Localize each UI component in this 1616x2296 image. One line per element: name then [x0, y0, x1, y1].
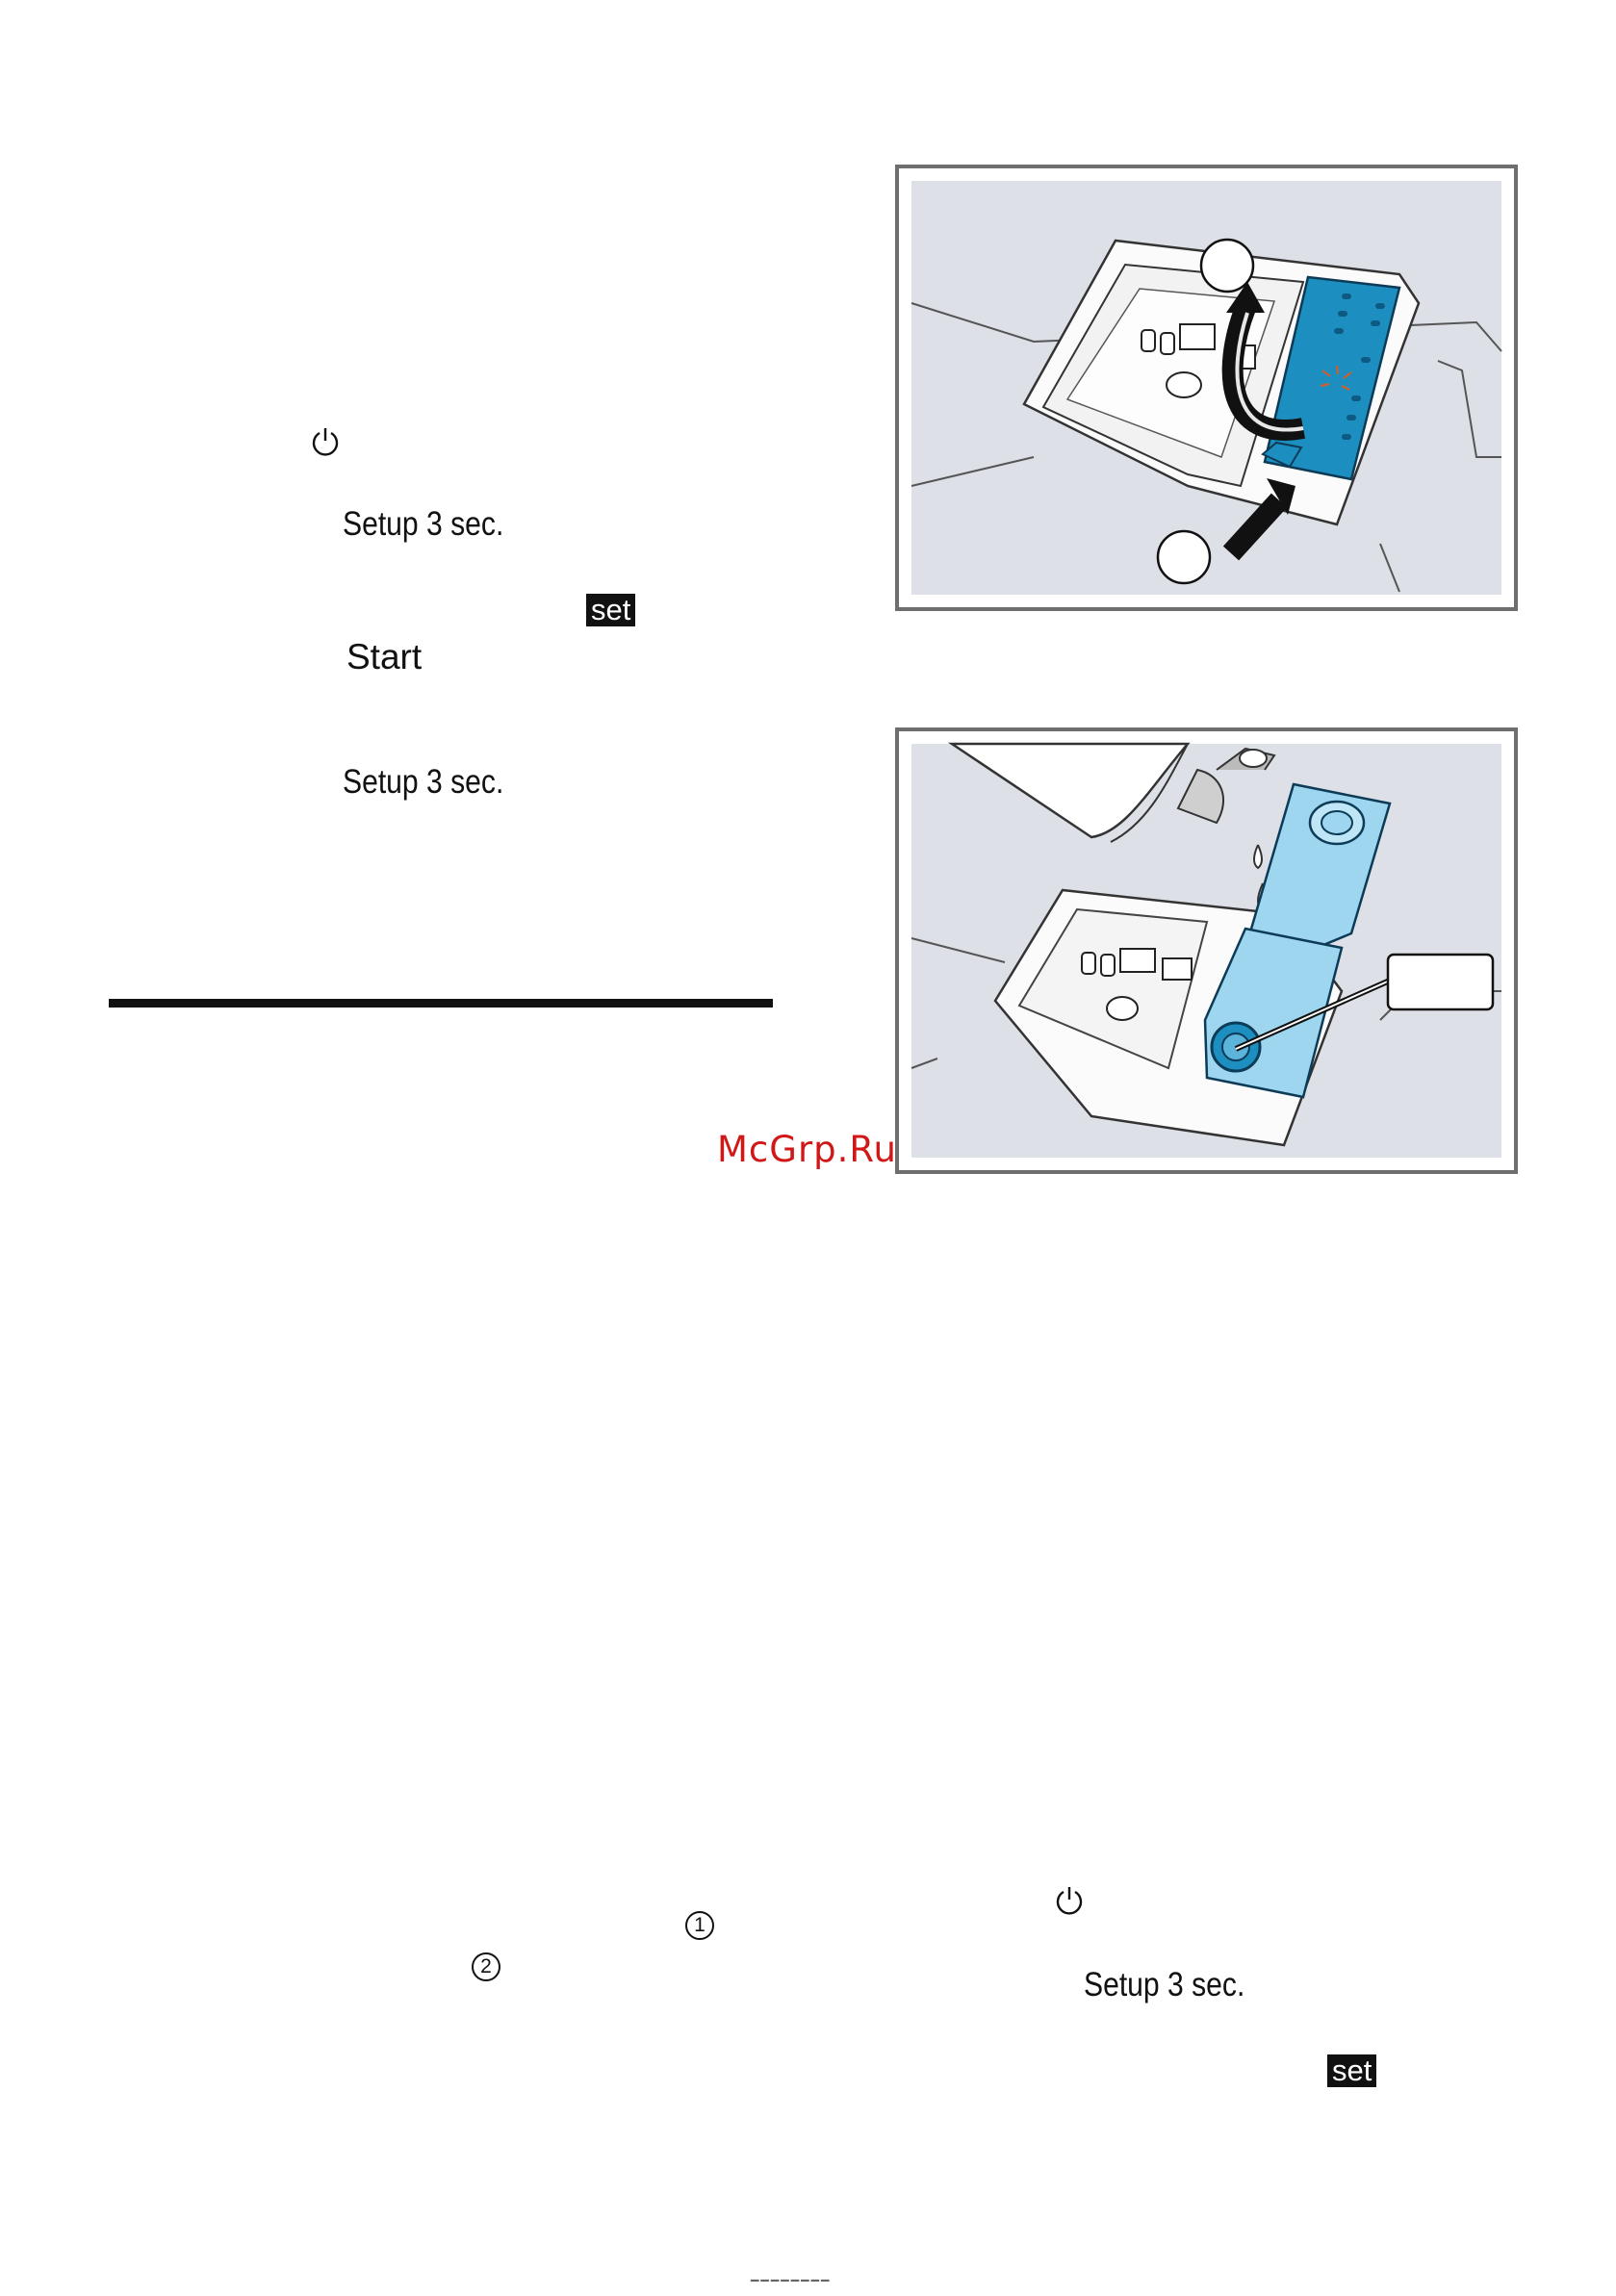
- setup-3-sec-label: Setup 3 sec.: [343, 505, 504, 543]
- step-one-marker: 1: [685, 1911, 714, 1940]
- watermark: McGrp.Ru: [717, 1129, 897, 1170]
- set-badge: set: [586, 594, 635, 626]
- figure-open-salt-dispenser: [895, 165, 1518, 611]
- figure-fill-rinse-aid: [895, 727, 1518, 1174]
- start-label: Start: [346, 637, 423, 676]
- power-icon: [1053, 1884, 1086, 1917]
- rinse-aid-illustration: [899, 731, 1514, 1170]
- setup-3-sec-label-3: Setup 3 sec.: [1084, 1966, 1245, 2003]
- power-icon: [309, 425, 342, 458]
- section-divider: [109, 999, 773, 1008]
- set-badge-2: set: [1327, 2054, 1376, 2087]
- setup-3-sec-label-2: Setup 3 sec.: [343, 763, 504, 801]
- step-two-marker: 2: [472, 1952, 500, 1981]
- dispenser-illustration: [899, 168, 1514, 607]
- page-footer-fragment: ▔▔▔▔▔▔▔▔: [751, 2281, 832, 2296]
